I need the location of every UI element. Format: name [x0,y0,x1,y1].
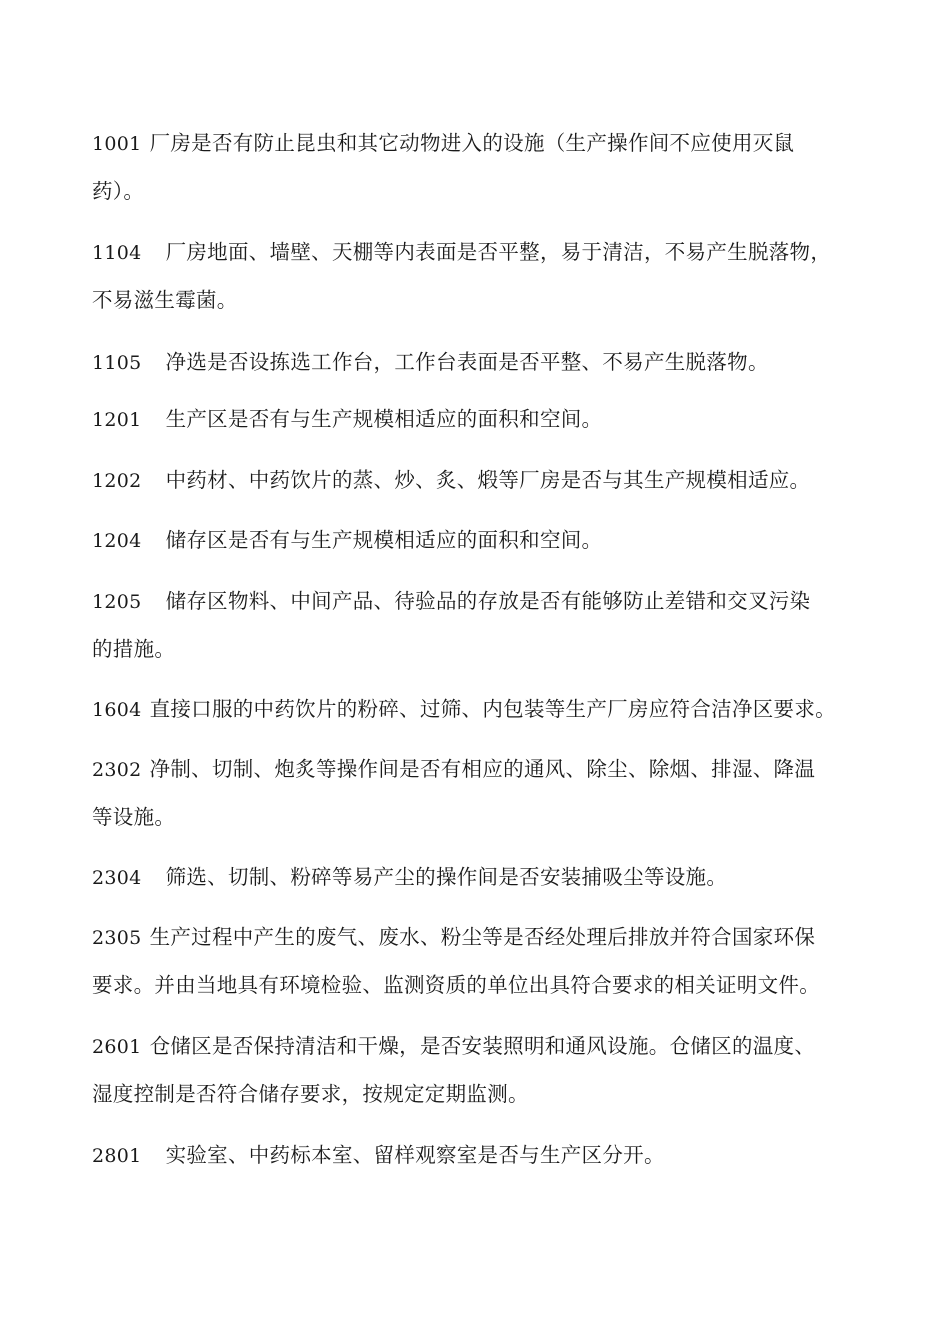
clause-2305 [92,913,872,1009]
clause-text: 厂房地面、墙壁、天棚等内表面是否平整，易于清洁，不易产生脱落物， [165,240,832,264]
clause-line [92,228,872,276]
clause-text: 储存区物料、中间产品、待验品的存放是否有能够防止差错和交叉污染 [165,589,811,613]
clause-line [92,395,872,443]
clause-1204 [92,516,872,564]
clause-line [92,745,872,793]
clause-line [92,456,872,504]
clause-text: 直接口服的中药饮片的粉碎、过筛、内包装等生产厂房应符合洁净区要求。 [149,697,836,721]
clause-text: 储存区是否有与生产规模相适应的面积和空间。 [165,528,603,552]
clause-2302 [92,745,872,841]
clause-code: 2305 [92,927,142,949]
clause-1201 [92,395,872,443]
clause-text: 生产区是否有与生产规模相适应的面积和空间。 [165,407,603,431]
clause-code: 2302 [92,759,142,781]
clause-line [92,119,872,167]
clause-line [92,167,872,215]
clause-line [92,276,872,324]
clause-line [92,853,872,901]
clause-line [92,961,872,1009]
clause-line [92,1131,872,1179]
clause-line [92,516,872,564]
clause-code: 2304 [92,867,142,889]
clause-code: 1104 [92,242,142,264]
clause-text: 筛选、切制、粉碎等易产尘的操作间是否安装捕吸尘等设施。 [165,865,728,889]
clause-text: 仓储区是否保持清洁和干燥，是否安装照明和通风设施。仓储区的温度、 [149,1034,816,1058]
clause-code: 1201 [92,409,142,431]
clause-text: 药）。 [92,179,145,203]
clause-text: 不易滋生霉菌。 [92,288,238,312]
clause-2601 [92,1022,872,1118]
clause-2801 [92,1131,872,1179]
clause-text: 中药材、中药饮片的蒸、炒、炙、煅等厂房是否与其生产规模相适应。 [165,468,811,492]
clause-2304 [92,853,872,901]
clause-code: 1202 [92,470,142,492]
clause-text: 湿度控制是否符合储存要求，按规定定期监测。 [92,1082,529,1106]
clause-code: 1604 [92,699,142,721]
clause-line [92,577,872,625]
clause-line [92,793,872,841]
clause-text: 实验室、中药标本室、留样观察室是否与生产区分开。 [165,1143,665,1167]
clause-1104 [92,228,872,324]
clause-code: 1105 [92,352,142,374]
clause-code: 1204 [92,530,142,552]
clause-line [92,913,872,961]
clause-1001 [92,119,872,215]
clause-code: 1001 [92,133,142,155]
clause-1205 [92,577,872,673]
clause-code: 2801 [92,1145,142,1167]
clause-line [92,625,872,673]
clause-line [92,685,872,733]
clause-1604 [92,685,872,733]
clause-line [92,1022,872,1070]
clause-text: 净制、切制、炮炙等操作间是否有相应的通风、除尘、除烟、排湿、降温 [149,757,816,781]
clause-line [92,338,872,386]
clause-text: 要求。并由当地具有环境检验、监测资质的单位出具符合要求的相关证明文件。 [92,973,820,997]
clause-text: 的措施。 [92,637,176,661]
clause-1105 [92,338,872,386]
clause-code: 2601 [92,1036,142,1058]
clause-line [92,1070,872,1118]
clause-text: 生产过程中产生的废气、废水、粉尘等是否经处理后排放并符合国家环保 [149,925,816,949]
clause-text: 净选是否设拣选工作台，工作台表面是否平整、不易产生脱落物。 [165,350,769,374]
clause-text: 厂房是否有防止昆虫和其它动物进入的设施（生产操作间不应使用灭鼠 [149,131,795,155]
clause-1202 [92,456,872,504]
clause-text: 等设施。 [92,805,176,829]
clause-code: 1205 [92,591,142,613]
